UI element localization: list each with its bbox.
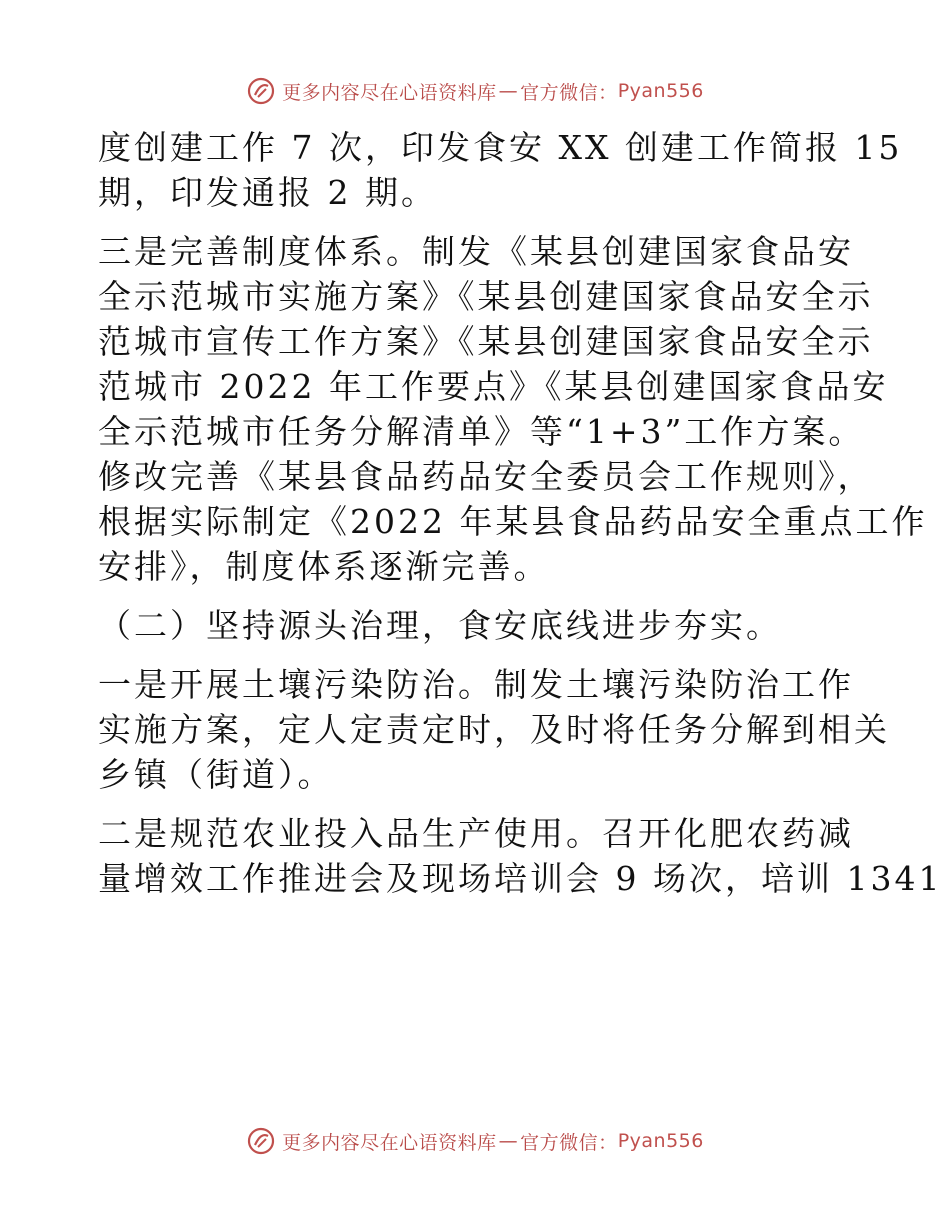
text-line: 根据实际制定《2022 年某县食品药品安全重点工作: [98, 502, 928, 541]
text-line: 安排》，制度体系逐渐完善。: [98, 547, 550, 586]
text-line: 全示范城市实施方案》《某县创建国家食品安全示: [98, 277, 874, 316]
paragraph: [98, 125, 903, 215]
text-line: （二）坚持源头治理，食安底线进步夯实。: [98, 606, 782, 645]
paragraph: [98, 811, 943, 901]
text-line: 度创建工作 7 次，印发食安 XX 创建工作简报 15: [98, 128, 903, 167]
watermark-wechat-id: Pyan556: [617, 1130, 704, 1152]
logo-icon: [246, 1126, 276, 1156]
text-line: 三是完善制度体系。制发《某县创建国家食品安: [98, 232, 854, 271]
text-line: 一是开展土壤污染防治。制发土壤污染防治工作: [98, 665, 854, 704]
text-line: 期，印发通报 2 期。: [98, 173, 437, 212]
watermark-header: [0, 74, 950, 108]
document-body: [98, 125, 943, 901]
watermark-dash: —: [498, 1130, 519, 1152]
watermark-wechat-label: 官方微信：: [520, 1131, 618, 1154]
text-line: 量增效工作推进会及现场培训会 9 场次，培训 1341: [98, 859, 943, 898]
paragraph: [98, 662, 890, 797]
text-line: 实施方案，定人定责定时，及时将任务分解到相关: [98, 710, 890, 749]
watermark-footer: [0, 1124, 950, 1158]
watermark-dash: —: [498, 80, 519, 102]
watermark-brand: 更多内容尽在心语资料库: [282, 1131, 497, 1154]
text-line: 二是规范农业投入品生产使用。召开化肥农药减: [98, 814, 854, 853]
watermark-wechat-id: Pyan556: [617, 80, 704, 102]
logo-icon: [246, 76, 276, 106]
text-line: 修改完善《某县食品药品安全委员会工作规则》，: [98, 457, 874, 496]
watermark-brand: 更多内容尽在心语资料库: [282, 81, 497, 104]
text-line: 范城市宣传工作方案》《某县创建国家食品安全示: [98, 322, 874, 361]
paragraph: [98, 229, 928, 589]
text-line: 全示范城市任务分解清单》等“1+3”工作方案。: [98, 412, 865, 451]
text-line: 范城市 2022 年工作要点》《某县创建国家食品安: [98, 367, 889, 406]
text-line: 乡镇（街道）。: [98, 755, 334, 794]
watermark-wechat-label: 官方微信：: [520, 81, 618, 104]
section-heading: [98, 603, 858, 648]
